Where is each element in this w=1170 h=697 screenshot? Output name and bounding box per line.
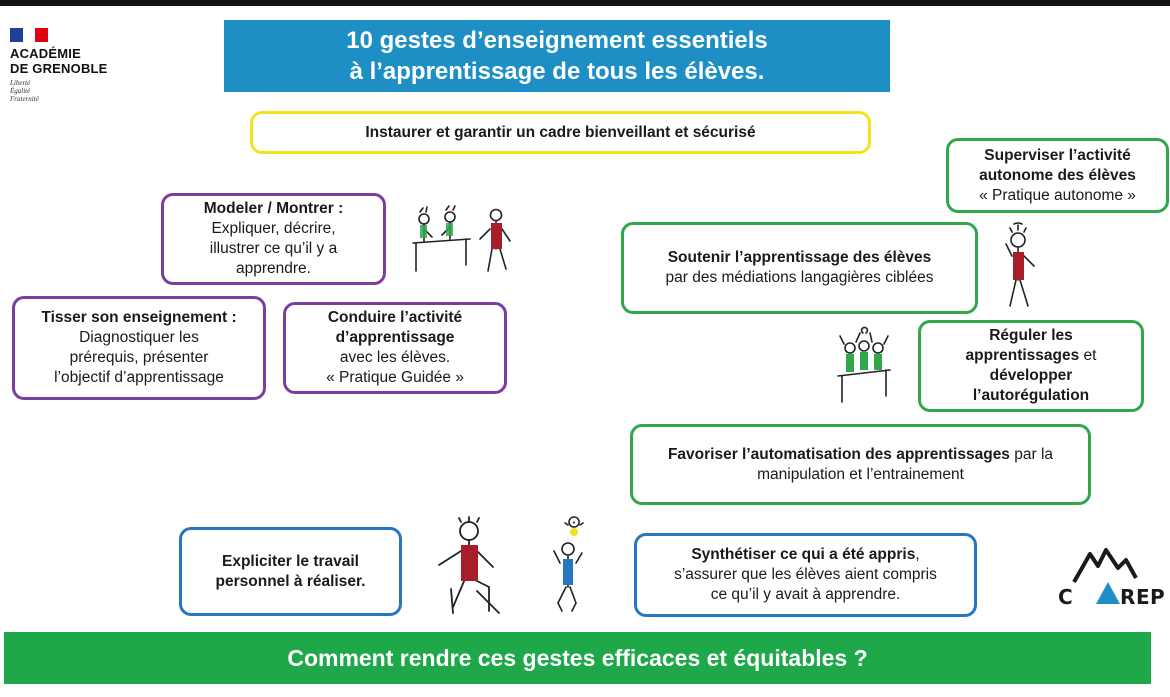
modeler-line2: illustrer ce qu’il y a xyxy=(209,240,338,257)
cadre-box xyxy=(250,111,871,154)
expliciter-box xyxy=(179,527,402,616)
superviser-line1: « Pratique autonome » xyxy=(979,186,1136,204)
modeler-line1: Expliquer, décrire, xyxy=(211,220,336,237)
carep-text: C REP xyxy=(1058,585,1165,609)
footer-banner xyxy=(4,632,1151,684)
academie-logo xyxy=(10,28,140,103)
favoriser-box xyxy=(630,424,1091,505)
conduire-line2: « Pratique Guidée » xyxy=(326,369,464,386)
seated-student-icon xyxy=(433,517,505,617)
motto-liberte: Liberté xyxy=(10,79,31,87)
superviser-title1: Superviser l’activité xyxy=(984,146,1131,164)
reguler-box xyxy=(918,320,1144,412)
motto xyxy=(10,79,140,103)
motto-fraternite: Fraternité xyxy=(10,95,39,103)
synthetiser-line2: s’assurer que les élèves aient compris xyxy=(674,566,937,583)
reguler-line2 xyxy=(966,346,1097,366)
conduire-title2: d’apprentissage xyxy=(335,329,455,346)
conduire-box xyxy=(283,302,507,394)
synthetiser-box xyxy=(634,533,977,617)
group-students-icon xyxy=(836,330,892,406)
synthetiser-line1 xyxy=(691,545,919,565)
synthetiser-line3: ce qu’il y avait à apprendre. xyxy=(710,586,901,603)
tisser-line2: prérequis, présenter xyxy=(69,349,209,366)
academie-line1: ACADÉMIE xyxy=(10,46,81,61)
expliciter-title2: personnel à réaliser. xyxy=(215,572,366,590)
teacher-board-figure-icon xyxy=(408,205,518,277)
tisser-box xyxy=(12,296,266,400)
superviser-box xyxy=(946,138,1169,213)
reguler-title4: l’autorégulation xyxy=(972,387,1090,404)
modeler-line3: apprendre. xyxy=(236,260,311,277)
soutenir-title: Soutenir l’apprentissage des élèves xyxy=(667,249,932,266)
top-border xyxy=(0,0,1170,6)
tisser-line3: l’objectif d’apprentissage xyxy=(54,369,224,386)
conduire-line1: avec les élèves. xyxy=(339,349,451,366)
superviser-title2: autonome des élèves xyxy=(979,166,1136,184)
modeler-title: Modeler / Montrer : xyxy=(203,200,344,217)
soutenir-box xyxy=(621,222,978,314)
reguler-title3: développer xyxy=(989,367,1073,384)
lightbulb-student-icon xyxy=(548,523,590,615)
soutenir-line1: par des médiations langagières ciblées xyxy=(665,269,934,286)
page-title xyxy=(224,20,890,92)
expliciter-title1: Expliciter le travail xyxy=(222,552,359,570)
synthetiser-title: Synthétiser ce qui a été appris xyxy=(691,546,916,563)
favoriser-title: Favoriser l’automatisation des apprentissages xyxy=(667,445,1010,463)
reguler-title2: apprentissages xyxy=(965,347,1080,364)
mountain-logo-icon xyxy=(1056,538,1165,609)
reguler-title1: Réguler les xyxy=(989,327,1073,344)
tisser-line1: Diagnostiquer les xyxy=(79,329,199,346)
favoriser-line2: manipulation et l’entrainement xyxy=(757,465,964,483)
academie-name xyxy=(10,46,140,76)
favoriser-line1 xyxy=(668,445,1053,465)
tisser-title: Tisser son enseignement : xyxy=(41,309,237,326)
marianne-flag-icon xyxy=(10,28,48,42)
thinking-student-icon xyxy=(998,222,1042,312)
title-line1: 10 gestes d’enseignement essentiels xyxy=(346,27,768,54)
title-line2: à l’apprentissage de tous les élèves. xyxy=(349,58,765,85)
reguler-rest2: et xyxy=(1079,347,1097,364)
modeler-box xyxy=(161,193,386,285)
synthetiser-rest: , xyxy=(915,546,920,563)
academie-line2: DE GRENOBLE xyxy=(10,61,108,76)
conduire-title1: Conduire l’activité xyxy=(327,309,463,326)
favoriser-rest: par la xyxy=(1009,445,1054,463)
footer-text: Comment rendre ces gestes efficaces et équitables ? xyxy=(287,645,868,671)
motto-egalite: Égalité xyxy=(10,87,31,95)
cadre-text: Instaurer et garantir un cadre bienveillant et sécurisé xyxy=(365,123,756,141)
